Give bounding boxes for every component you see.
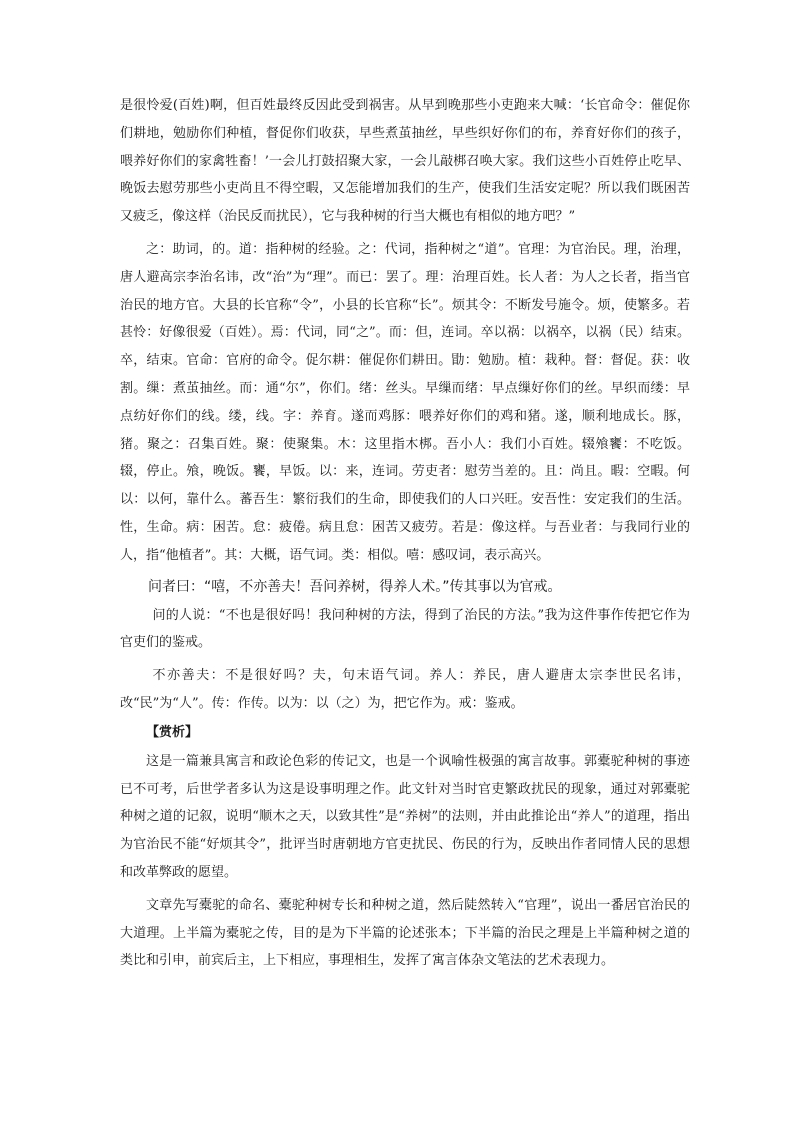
- section-heading: 【赏析】: [146, 724, 199, 740]
- annotation-paragraph: 不亦善夫：不是很好吗？夫，句末语气词。养人：养民，唐人避唐太宗李世民名讳，改“民”为“人”。传：作传。以为：以（之）为，把它作为。戒：鉴戒。: [120, 668, 690, 711]
- appreciation-paragraph: 文章先写橐驼的命名、橐驼种树专长和种树之道，然后陡然转入“官理”，说出一番居官治民的大道理。上半篇为橐驼之传，目的是为下半篇的论述张本；下半篇的治民之理是上半篇种树之道的类比和引申，前宾后主，上下相应，事理相生，发挥了寓言体杂文笔法的艺术表现力。: [120, 897, 690, 969]
- classical-text: 问者曰：“嘻，不亦善夫！吾问养树，得养人术。”传其事以为官戒。: [148, 578, 562, 595]
- translation-paragraph: 问的人说：“不也是很好吗！我问种树的方法，得到了治民的方法。”我为这件事作传把它作为官吏们的鉴戒。: [120, 607, 690, 651]
- translation-paragraph: 是很怜爱(百姓)啊，但百姓最终反因此受到祸害。从早到晚那些小吏跑来大喊：‘长官命令：催促你们耕地，勉励你们种植，督促你们收获，早些煮茧抽丝，早些织好你们的布，养育好你们的孩子，喂养好你们的家禽牲畜！’一会儿打鼓招聚大家，一会儿敲梆召唤大家。我们这些小百姓停止吃早、晚饭去慰劳那些小吏尚且不得空暇，又怎能增加我们的生产，使我们生活安定呢？所以我们既困苦又疲乏，像这样（治民反而扰民），它与我种树的行当大概也有相似的地方吧？”: [120, 98, 690, 225]
- annotation-paragraph: 之：助词，的。道：指种树的经验。之：代词，指种树之“道”。官理：为官治民。理，治理，唐人避高宗李治名讳，改“治”为“理”。而已：罢了。理：治理百姓。长人者：为人之长者，指当官治民的地方官。大县的长官称“令”，小县的长官称“长”。烦其令：不断发号施令。烦，使繁多。若甚怜：好像很爱（百姓）。焉：代词，同“之”。而：但，连词。卒以祸：以祸卒，以祸（民）结束。卒，结束。官命：官府的命令。促尔耕：催促你们耕田。勖：勉励。植：栽种。督：督促。获：收割。缫：煮茧抽丝。而：通“尔”，你们。绪：丝头。早缫而绪：早点缫好你们的丝。早织而缕：早点纺好你们的线。缕，线。字：养育。遂而鸡豚：喂养好你们的鸡和猪。遂，顺利地成长。豚，猪。聚之：召集百姓。聚：使聚集。木：这里指木梆。吾小人：我们小百姓。辍飧饔：不吃饭。辍，停止。飧，晚饭。饔，早饭。以：来，连词。劳吏者：慰劳当差的。且：尚且。暇：空暇。何以：以何，靠什么。蕃吾生：繁衍我们的生命，即使我们的人口兴旺。安吾性：安定我们的生活。性，生命。病：困苦。怠：疲倦。病且怠：困苦又疲劳。若是：像这样。与吾业者：与我同行业的人，指“他植者”。其：大概，语气词。类：相似。嘻：感叹词，表示高兴。: [120, 241, 690, 563]
- appreciation-paragraph: 这是一篇兼具寓言和政论色彩的传记文，也是一个讽喻性极强的寓言故事。郭橐驼种树的事迹已不可考，后世学者多认为这是设事明理之作。此文针对当时官吏繁政扰民的现象，通过对郭橐驼种树之道的记叙，说明“顺木之天，以致其性”是“养树”的法则，并由此推论出“养人”的道理，指出为官治民不能“好烦其令”，批评当时唐朝地方官吏扰民、伤民的行为，反映出作者同情人民的思想和改革弊政的愿望。: [120, 753, 690, 880]
